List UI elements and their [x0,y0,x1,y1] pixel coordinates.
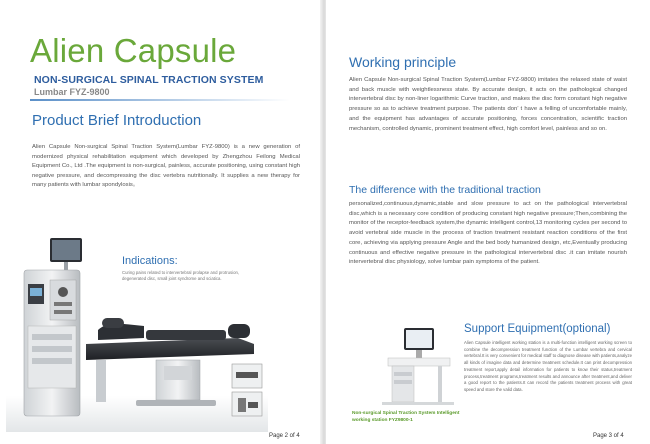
brand-model: Lumbar FYZ-9800 [34,87,110,97]
intro-title: Product Brief Introduction [32,112,202,129]
page-number-left: Page 2 of 4 [269,433,300,439]
indications-title: Indications: [122,255,178,267]
difference-title: The difference with the traditional traction [349,184,541,196]
brand-underline [30,99,290,101]
support-equipment-text: Alien Capsule intelligent working station is a multi-function intelligent working screen to combine the decompression treatment function of the Lumbar vertebra and cervical vertebral.It is very convenient for medical staff to diagnose disease with patients,analyze all kinds of imagine data and determine treatment schedule.It can print decompression treatment report,apply detail information for patients to know their status,treatment process,treatment programs,treatment results and announce after treatment,and deliver a good report to the patients.It can record the patients treatment process with great speed and store the valid data. [464,340,632,392]
working-station-caption: Non-surgical Spinal Traction System Intelligent working station FYZ9800-1 [352,411,460,423]
intro-text: Alien Capsule Non-surgical Spinal Traction System(Lumbar FYZ-9800) is a new generation of modernized physical rehabilitation equipment which developed by Zhengzhou Feilong Medical Equipment Co., Ltd .The equipment is non-surgical, painless, accurate positioning, using constant high negative pressure, and decompressing the disc vertebra nutritionally. It supplies a new therapy for many patients with lumbar spondylosis。 [32,144,300,189]
working-principle-text: Alien Capsule Non-surgical Spinal Traction System(Lumbar FYZ-9800) imitates the relaxed state of waist and back muscle with weightlessness state. By accurate design, it acts on the pathological changed intervertebral disc by non-liner logarithmic Curve traction, and makes the disc form constant high negative pressure so as to achieve treatment purpose. The patients don’ t have a felling of uncomfortable mainly, and the equipment has advantages of accurate positioning, forces concentration, scientific traction mechanism, controlled dynamic, prominent treatment effect, high comfort level, painless and so on. [349,77,627,132]
difference-text: personalized,continuous,dynamic,stable and slow pressure to act on the pathological intervertebral disc,which is a necessary core condition of producing constant high negative pressure;Then,combining the monitor of the receptor-feedback system,the dynamic intelligent control,13 monitoring cycles per second to avoid vertebral side muscle in the process of traction treatment resistant reaction conditions of the first core, achieving via applying pressure Angle and the bed body humanized design, etc,Eventually producing continuous and effective negative pressure in the pathological intervertebral disc .it can imitate nourish intervertebral disc physiology, solve lumbar pain symptoms of the patient. [349,201,627,266]
page-number-right: Page 3 of 4 [593,433,624,439]
indications-text: Curing pains related to intervertebral prolapse and protrusion, degenerated disc, small joint syndrome and sciatica. [122,270,240,281]
brand-title: Alien Capsule [30,32,237,69]
working-principle-title: Working principle [349,54,457,70]
working-station-image [378,326,458,410]
support-equipment-title: Support Equipment(optional) [464,323,611,335]
brand-subtitle: NON-SURGICAL SPINAL TRACTION SYSTEM [34,74,264,86]
